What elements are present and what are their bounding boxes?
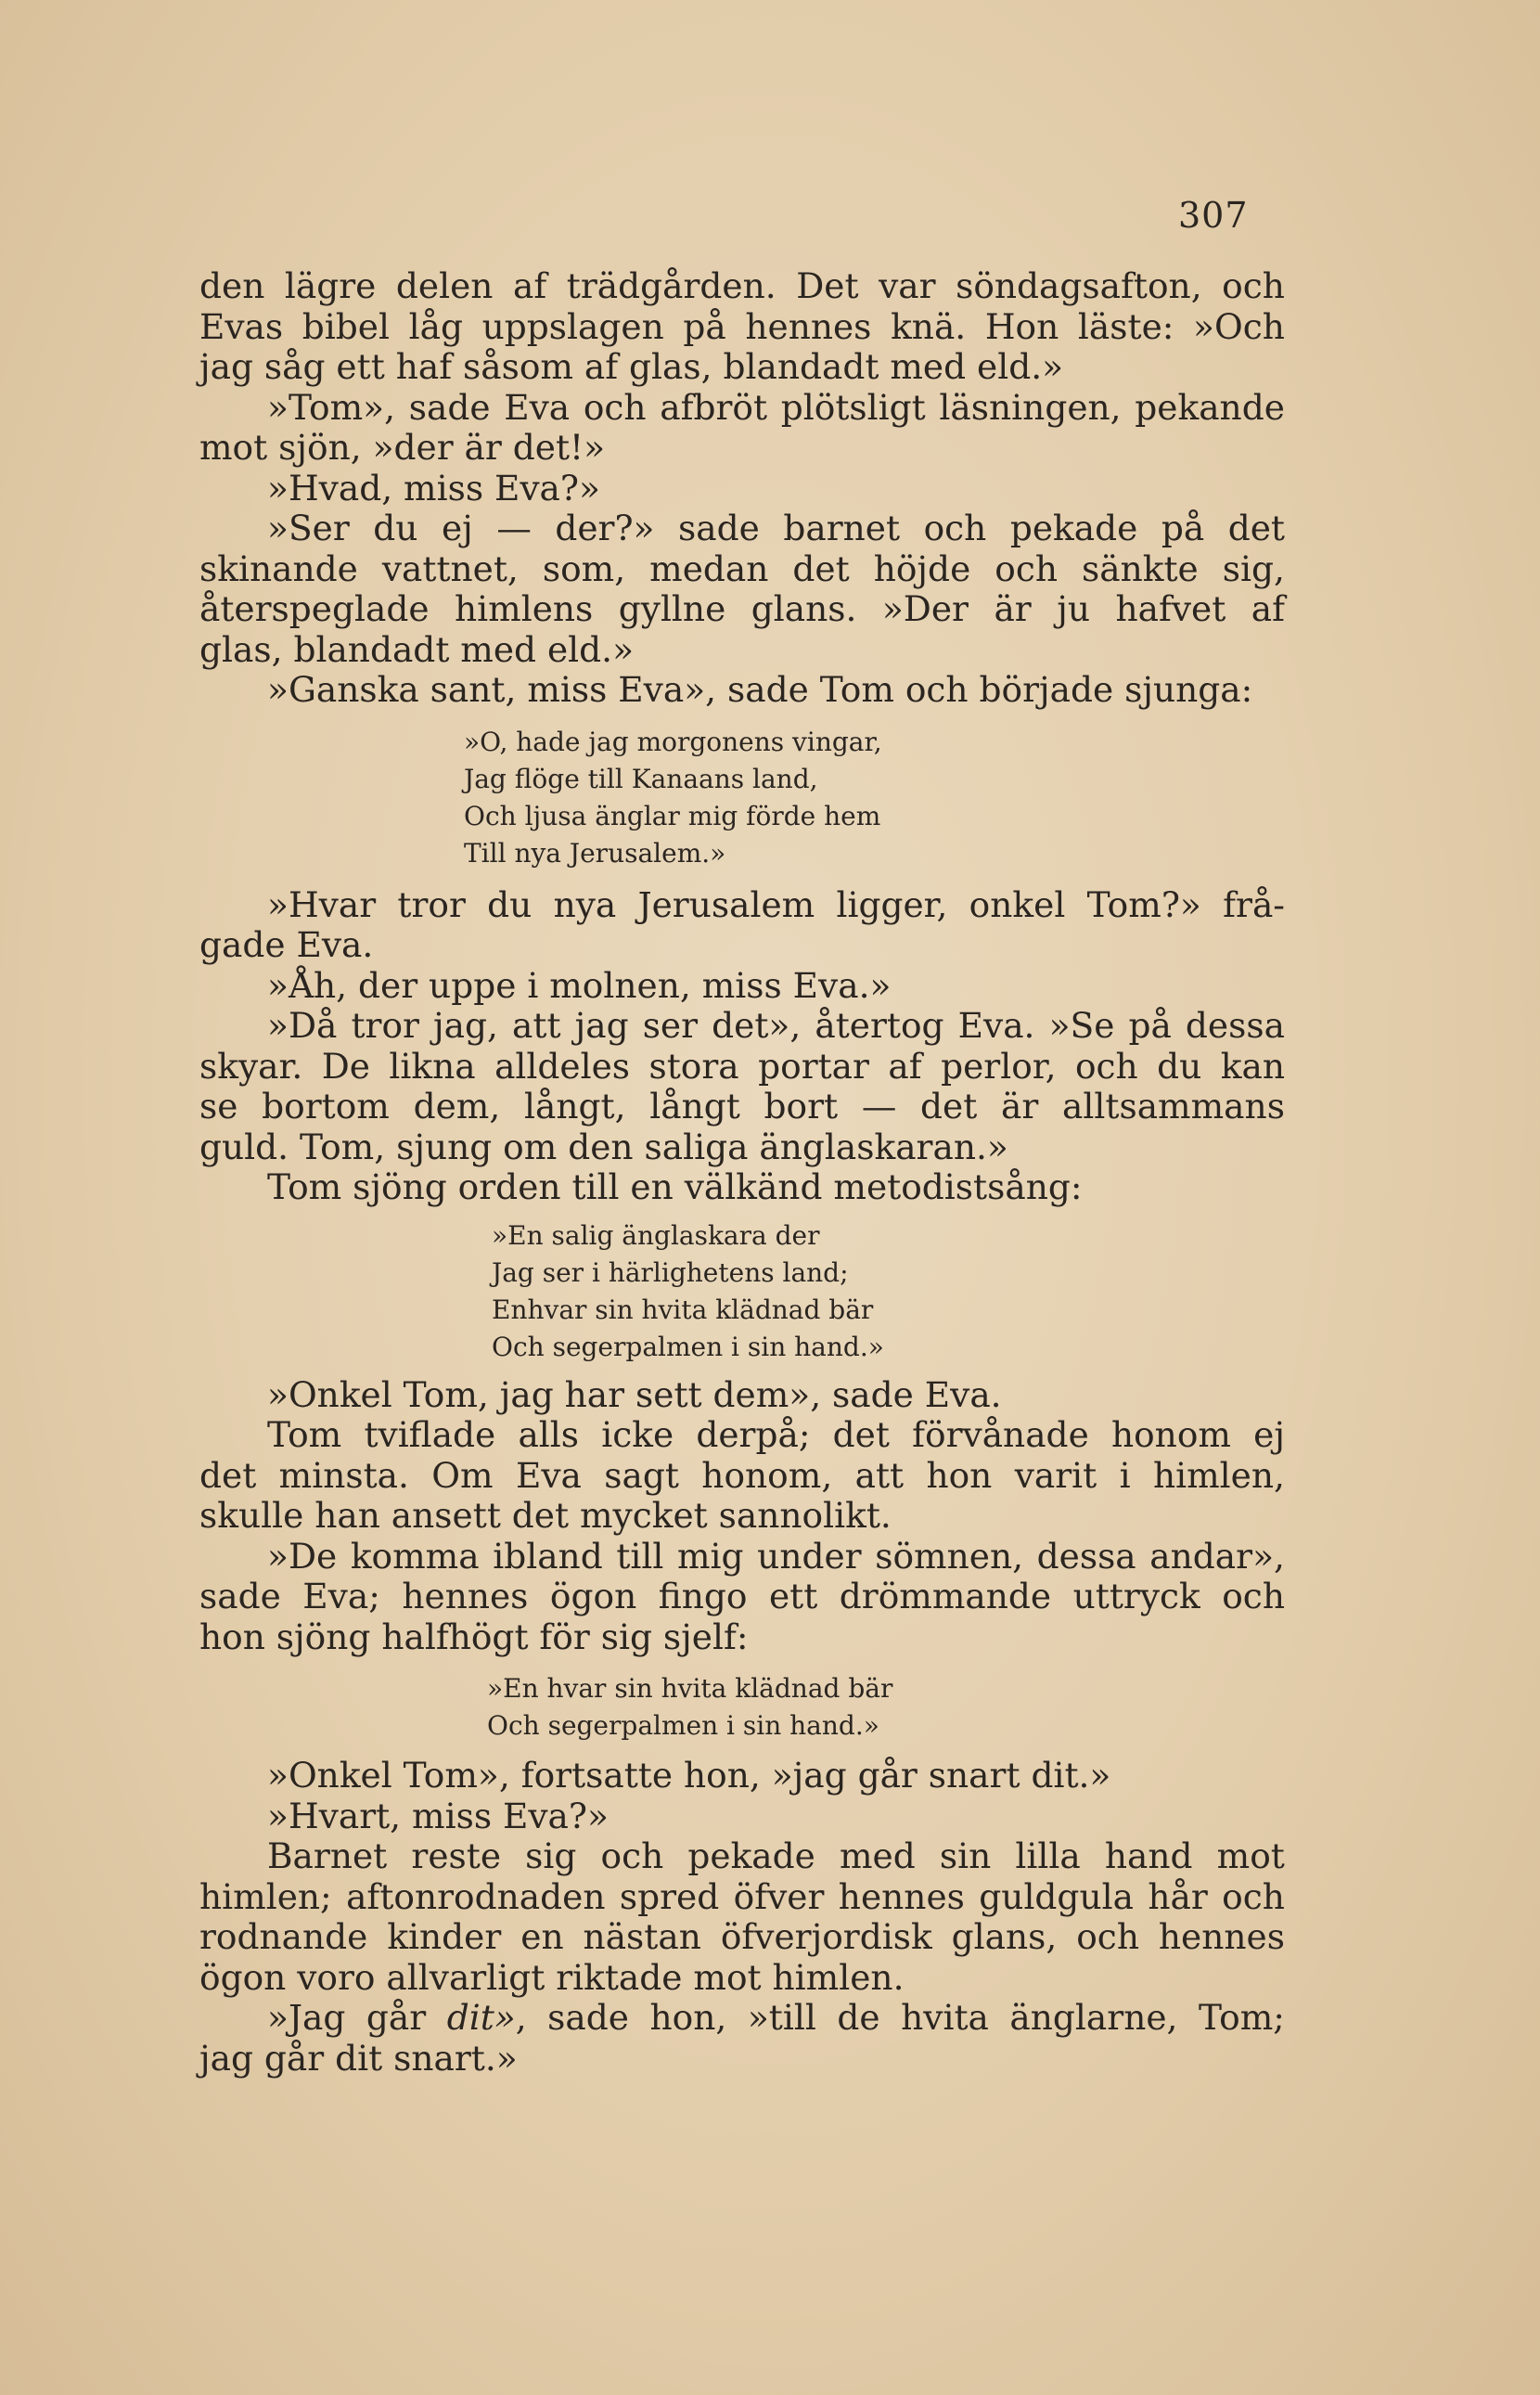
word: går — [366, 1997, 427, 2038]
word: det — [920, 1086, 978, 1127]
word: pekande — [1135, 386, 1285, 428]
word: nya — [553, 883, 617, 925]
word: i — [1119, 1454, 1131, 1496]
poem-line: Jag flöge till Kanaans land, — [464, 763, 818, 794]
word: alldeles — [494, 1045, 631, 1087]
paragraph — [199, 266, 1285, 388]
word: »Och — [1193, 305, 1285, 347]
word: portar — [758, 1045, 869, 1087]
text-line: glas, blandadt med eld.» — [199, 628, 635, 670]
word: glans, — [951, 1916, 1058, 1957]
word: på — [683, 305, 726, 347]
word: Eva — [515, 1454, 582, 1496]
paragraph — [199, 885, 1285, 966]
text-line: gade Eva. — [199, 924, 374, 965]
text-line — [199, 388, 1285, 429]
word: tviflade — [364, 1414, 496, 1455]
word: sänkte — [1082, 547, 1199, 589]
word: af — [512, 265, 547, 306]
paragraph — [199, 1537, 1285, 1658]
word: hår — [1148, 1875, 1208, 1917]
paragraph — [199, 670, 1285, 711]
word: var — [879, 265, 936, 306]
word: det», — [712, 1005, 802, 1046]
word: fingo — [658, 1576, 748, 1616]
text-line: »Ganska sant, miss Eva», sade Tom och började sjunga: — [267, 669, 1253, 710]
word: Det — [796, 265, 859, 306]
word: hvita — [901, 1997, 989, 2038]
word: och — [923, 508, 987, 548]
word: du — [373, 508, 418, 548]
word: är — [1001, 1086, 1039, 1127]
text-line — [199, 1577, 1285, 1617]
paragraph — [199, 1006, 1285, 1167]
word: »Då — [267, 1005, 338, 1046]
word: som, — [542, 547, 626, 589]
word: och — [600, 1835, 664, 1876]
word: pekade — [1009, 508, 1138, 548]
word: rodnande — [199, 1916, 368, 1957]
word: likna — [389, 1045, 476, 1087]
word: uppslagen — [481, 305, 664, 347]
paragraph — [199, 1375, 1285, 1416]
text-line — [199, 1836, 1285, 1877]
word: andar», — [1149, 1535, 1285, 1577]
word: Tom; — [1199, 1997, 1285, 2038]
word: af — [1251, 588, 1285, 629]
word: sömnen, — [875, 1535, 1024, 1577]
word: hand — [1104, 1835, 1193, 1876]
text-line — [199, 589, 1285, 630]
word: änglarne, — [1009, 1997, 1178, 2038]
word: ett — [768, 1576, 818, 1616]
text-line — [199, 1047, 1285, 1088]
poem-line: »En salig änglaskara der — [492, 1219, 820, 1251]
word: minsta. — [278, 1454, 409, 1496]
word: aftonrodnaden — [346, 1875, 606, 1917]
word: vattnet, — [381, 547, 519, 589]
word: glans. — [751, 588, 857, 629]
word: Eva; — [302, 1576, 380, 1616]
text-line: jag såg ett haf såsom af glas, blandadt med eld.» — [199, 346, 1064, 387]
word: Tom?» — [1086, 883, 1201, 925]
word: Eva. — [957, 1005, 1035, 1046]
word: honom — [1110, 1414, 1231, 1455]
text-line: »Onkel Tom», fortsatte hon, »jag går snart dit.» — [267, 1755, 1111, 1796]
word: hon — [926, 1454, 993, 1496]
word: sin — [939, 1835, 992, 1876]
word: Tom — [267, 1414, 342, 1455]
word: du — [487, 883, 533, 925]
poem-line: Jag ser i härlighetens land; — [492, 1256, 849, 1288]
word: Hon — [984, 305, 1059, 347]
word: plötsligt — [780, 386, 926, 428]
word: perlor, — [941, 1045, 1057, 1087]
word: långt — [649, 1086, 740, 1127]
text-line — [199, 1877, 1285, 1918]
text-line — [199, 885, 1285, 926]
word: icke — [601, 1414, 674, 1455]
word: hennes — [402, 1576, 529, 1616]
word: spred — [619, 1875, 720, 1917]
word: hennes — [1158, 1916, 1285, 1957]
word: af — [888, 1045, 922, 1087]
paragraph — [199, 1756, 1285, 1796]
text-line — [199, 1415, 1285, 1456]
word: pekade — [687, 1835, 815, 1876]
word: Barnet — [267, 1835, 388, 1876]
paragraph — [199, 1998, 1285, 2079]
word: söndagsafton, — [956, 265, 1202, 306]
word: lägre — [284, 265, 377, 306]
word: nästan — [583, 1916, 701, 1957]
word: dem, — [413, 1086, 501, 1127]
paragraph — [199, 1415, 1285, 1537]
word: dit», — [446, 1997, 527, 2038]
word: tror — [397, 883, 466, 925]
text-line: guld. Tom, sjung om den saliga änglaskaran.» — [199, 1126, 1008, 1167]
word: alltsammans — [1062, 1086, 1285, 1127]
text-line: hon sjöng halfhögt för sig sjelf: — [199, 1616, 749, 1657]
word: »till — [747, 1997, 816, 2038]
word: det — [832, 1414, 890, 1455]
word: der?» — [555, 508, 655, 548]
word: till — [616, 1535, 664, 1577]
word: öfverjordisk — [720, 1916, 932, 1957]
word: hennes — [838, 1875, 965, 1917]
word: jag, — [433, 1005, 498, 1046]
word: knä. — [891, 305, 967, 347]
poem-stanza — [487, 1670, 1285, 1745]
paragraph — [199, 1796, 1285, 1837]
word: hennes — [745, 305, 872, 347]
word: »Der — [881, 588, 969, 629]
poem-line: Och ljusa änglar mig förde hem — [464, 800, 881, 831]
word: och — [1222, 1576, 1285, 1616]
word: ej — [1253, 1414, 1285, 1455]
paragraph — [199, 469, 1285, 509]
word: Om — [431, 1454, 494, 1496]
text-line: »Hvart, miss Eva?» — [267, 1795, 609, 1836]
word: medan — [649, 547, 769, 589]
word: låg — [408, 305, 463, 347]
word: — — [496, 508, 532, 548]
word: läsningen, — [939, 386, 1122, 428]
word: det — [199, 1454, 257, 1496]
text-line — [199, 509, 1285, 549]
word: bibel — [302, 305, 390, 347]
text-line — [199, 1537, 1285, 1577]
word: sade — [199, 1576, 281, 1616]
text-line: »Onkel Tom, jag har sett dem», sade Eva. — [267, 1373, 1002, 1415]
word: långt, — [524, 1086, 626, 1127]
word: en — [520, 1916, 564, 1957]
word: jag — [574, 1005, 629, 1046]
word: återspeglade — [199, 588, 430, 629]
word: du — [1157, 1045, 1202, 1087]
word: mig — [677, 1535, 744, 1577]
poem-line: »O, hade jag morgonens vingar, — [464, 726, 882, 757]
text-line — [199, 549, 1285, 590]
text-line — [199, 307, 1285, 348]
page-number: 307 — [1178, 195, 1249, 236]
word: varit — [1014, 1454, 1097, 1496]
word: honom, — [701, 1454, 833, 1496]
word: det — [792, 547, 850, 589]
word: »Tom», — [267, 386, 396, 428]
word: höjde — [873, 547, 971, 589]
word: att — [512, 1005, 561, 1046]
word: barnet — [783, 508, 901, 548]
poem-line: Till nya Jerusalem.» — [464, 837, 726, 869]
word: och — [1222, 265, 1285, 306]
word: onkel — [969, 883, 1066, 925]
word: och — [995, 547, 1058, 589]
paragraph — [199, 966, 1285, 1007]
text-line: Tom sjöng orden till en välkänd metodistsång: — [267, 1166, 1083, 1207]
word: Jerusalem — [637, 883, 815, 925]
word: himlen, — [1152, 1454, 1285, 1496]
word: himlen; — [199, 1875, 332, 1917]
word: ligger, — [836, 883, 948, 925]
word: och — [1076, 1916, 1139, 1957]
word: De — [321, 1045, 370, 1087]
word: återtog — [815, 1005, 944, 1046]
paragraph — [199, 1836, 1285, 1998]
word: att — [854, 1454, 905, 1496]
poem-line: Och segerpalmen i sin hand.» — [487, 1710, 879, 1741]
word: den — [199, 265, 265, 306]
word: ögon — [549, 1576, 637, 1616]
word: dessa — [1185, 1005, 1285, 1046]
word: hon, — [649, 1997, 727, 2038]
word: dessa — [1036, 1535, 1136, 1577]
text-line: »Hvad, miss Eva?» — [267, 467, 600, 509]
word: ej — [441, 508, 473, 548]
word: derpå; — [696, 1414, 811, 1455]
word: och — [1074, 1045, 1138, 1087]
poem-line: Enhvar sin hvita klädnad bär — [492, 1294, 874, 1325]
word: guldgula — [979, 1875, 1134, 1917]
word: läste: — [1077, 305, 1174, 347]
poem-stanza — [464, 724, 1285, 872]
poem-line: »En hvar sin hvita klädnad bär — [487, 1673, 893, 1704]
paragraph — [199, 509, 1285, 670]
word: på — [1128, 1005, 1172, 1046]
word: se — [199, 1086, 238, 1127]
text-line — [199, 266, 1285, 307]
word: delen — [395, 265, 494, 306]
word: sade — [408, 386, 491, 428]
word: skinande — [199, 547, 358, 589]
word: lilla — [1015, 1835, 1081, 1876]
text-line: jag går dit snart.» — [199, 2037, 518, 2079]
word: afbröt — [660, 386, 768, 428]
word: — — [861, 1086, 897, 1127]
word: frå- — [1223, 883, 1285, 925]
word: stora — [648, 1045, 739, 1087]
word: alls — [518, 1414, 580, 1455]
word: trädgården. — [566, 265, 776, 306]
poem-stanza — [492, 1217, 1285, 1366]
word: drömmande — [839, 1576, 1052, 1616]
word: sig, — [1222, 547, 1285, 589]
word: tror — [351, 1005, 419, 1046]
text-line — [199, 1456, 1285, 1497]
word: förvånade — [912, 1414, 1089, 1455]
word: kan — [1220, 1045, 1285, 1087]
word: »Jag — [267, 1997, 346, 2038]
word: bort — [764, 1086, 839, 1127]
text-line — [199, 1917, 1285, 1958]
word: och — [583, 386, 647, 428]
word: »Hvar — [267, 883, 377, 925]
word: gyllne — [618, 588, 726, 629]
word: ju — [1057, 588, 1090, 629]
word: »De — [267, 1535, 338, 1577]
word: kinder — [387, 1916, 502, 1957]
text-line — [199, 1998, 1285, 2039]
word: reste — [411, 1835, 502, 1876]
word: sade — [547, 1997, 629, 2038]
word: under — [757, 1535, 862, 1577]
text-line — [199, 1087, 1285, 1127]
paragraph — [199, 1167, 1285, 1208]
word: mot — [1216, 1835, 1285, 1876]
word: uttryck — [1072, 1576, 1200, 1616]
word: det — [1227, 508, 1285, 548]
word: Eva — [504, 386, 571, 428]
text-line: ögon voro allvarligt riktade mot himlen. — [199, 1956, 905, 1998]
word: komma — [350, 1535, 480, 1577]
word: sade — [678, 508, 760, 548]
word: himlens — [455, 588, 594, 629]
word: sagt — [604, 1454, 679, 1496]
word: öfver — [733, 1875, 825, 1917]
word: de — [837, 1997, 880, 2038]
text-line — [199, 1006, 1285, 1047]
word: ser — [642, 1005, 699, 1046]
body-text — [199, 266, 1285, 2079]
word: på — [1161, 508, 1205, 548]
word: »Ser — [267, 508, 350, 548]
text-line: mot sjön, »der är det!» — [199, 427, 606, 468]
word: med — [839, 1835, 916, 1876]
paragraph — [199, 388, 1285, 469]
word: Evas — [199, 305, 284, 347]
word: är — [994, 588, 1032, 629]
word: och — [1222, 1875, 1285, 1917]
poem-line: Och segerpalmen i sin hand.» — [492, 1331, 884, 1362]
word: bortom — [262, 1086, 390, 1127]
text-line: skulle han ansett det mycket sannolikt. — [199, 1495, 892, 1536]
word: »Se — [1048, 1005, 1115, 1046]
word: skyar. — [199, 1045, 303, 1087]
word: sig — [525, 1835, 577, 1876]
word: hafvet — [1115, 588, 1226, 629]
word: ibland — [493, 1535, 603, 1577]
text-line: »Åh, der uppe i molnen, miss Eva.» — [267, 964, 892, 1006]
